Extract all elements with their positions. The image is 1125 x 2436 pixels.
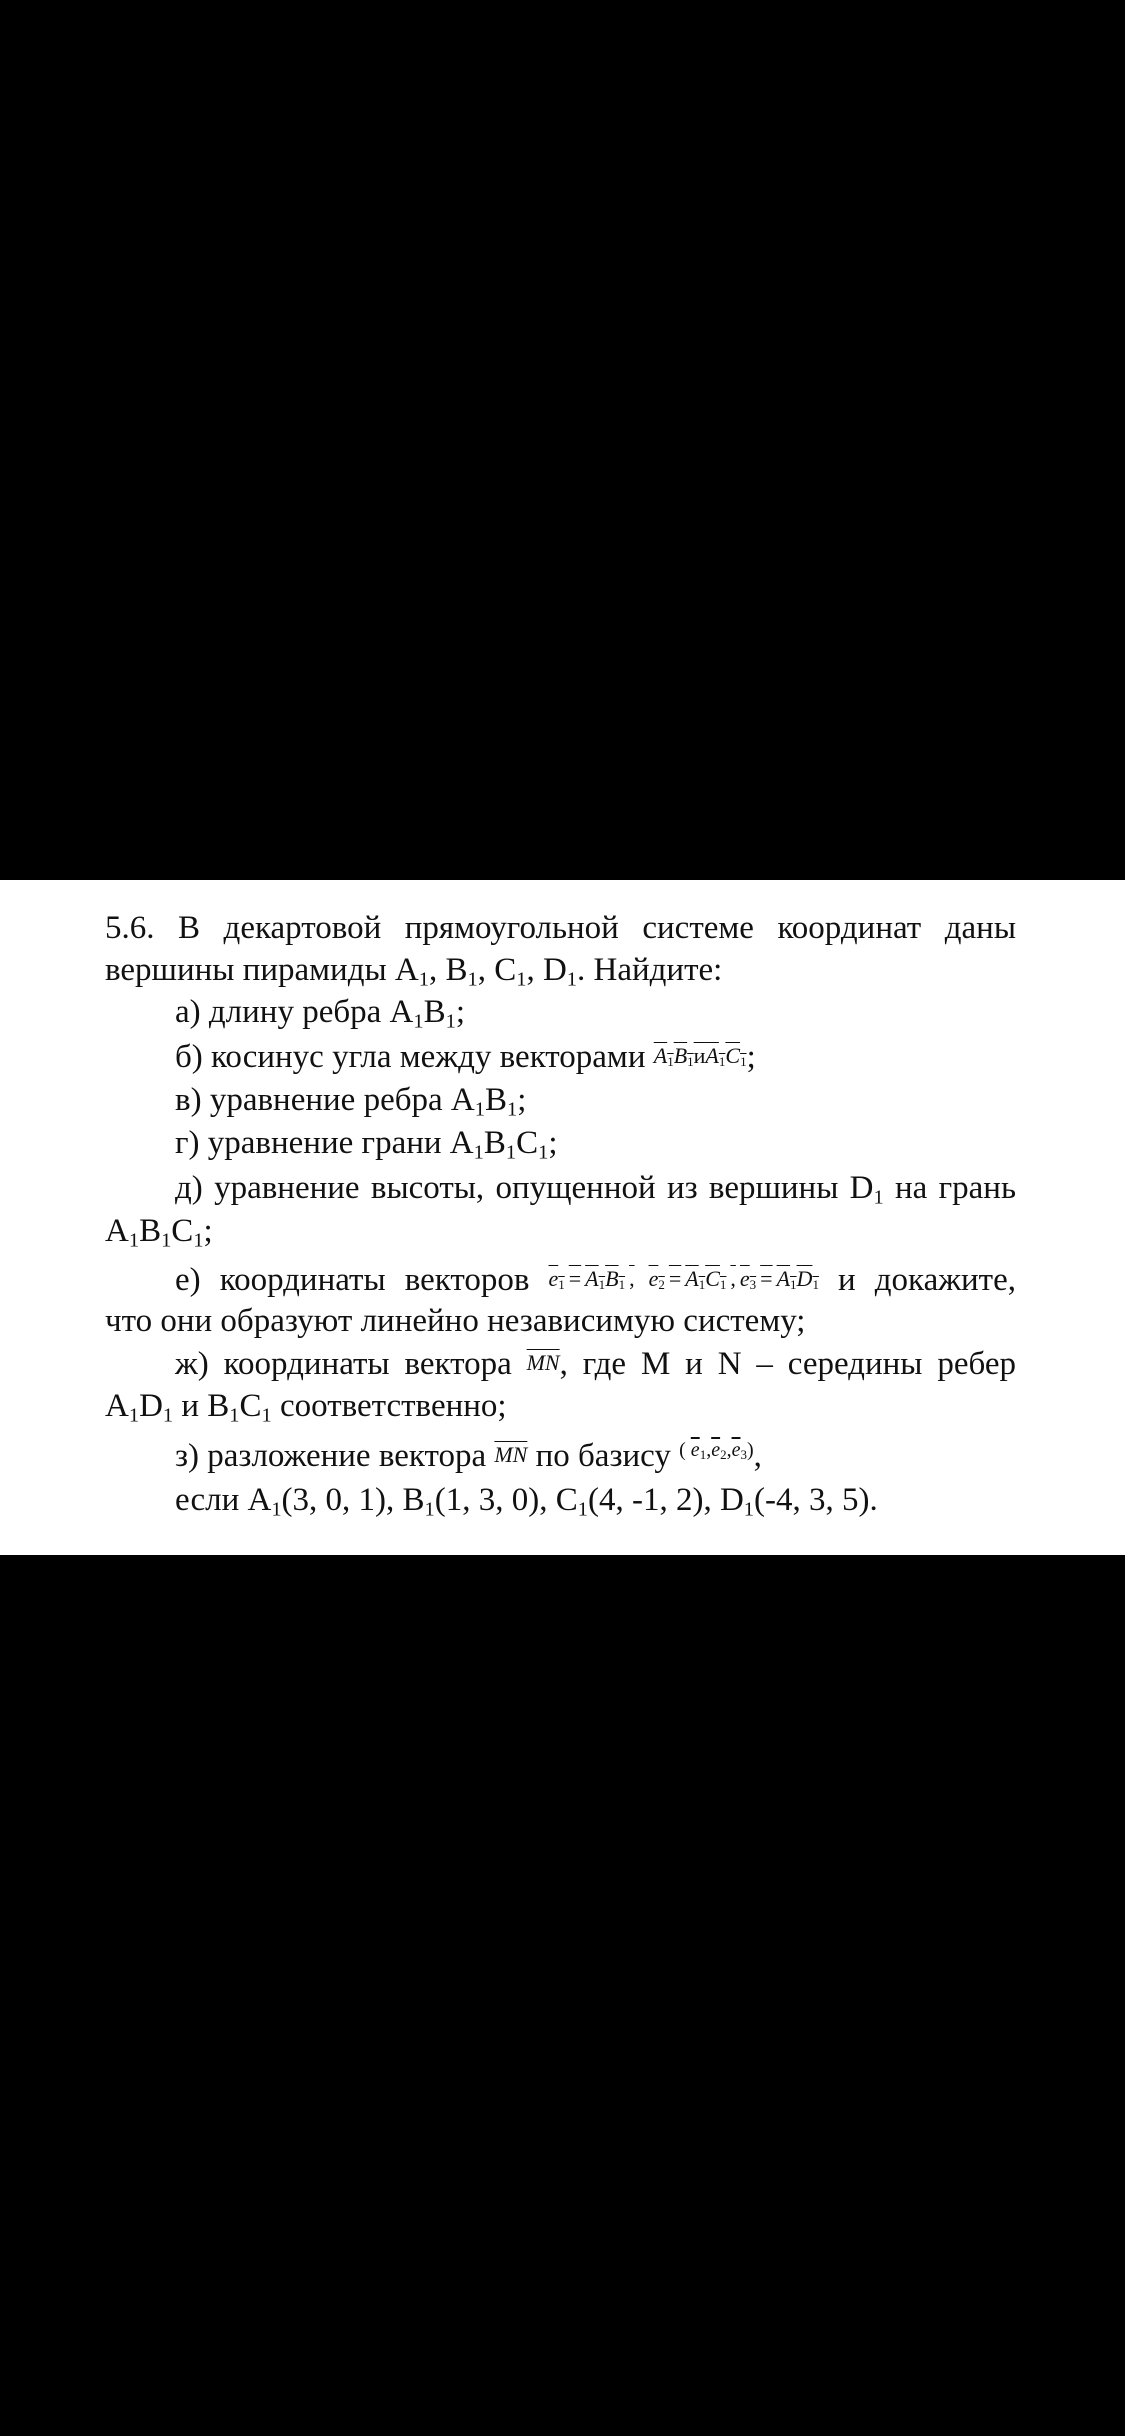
item-d: г) уравнение грани $A_1B_1C_1$;	[175, 1125, 558, 1164]
vector-mn-formula: $\overline{MN}$	[526, 1350, 560, 1375]
item-g-line1: ж) координаты вектора $\overline{MN}$, где M и N – середины ребер	[175, 1346, 1016, 1382]
problem-intro-line2: вершины пирамиды $A_1$, $B_1$, $C_1$, $D_1$. Найдите:	[105, 952, 723, 991]
problem-intro-line1: 5.6. В декартовой прямоугольной системе координат даны	[105, 910, 1016, 946]
given-coordinates: если $A_1(3$, 0, 1), $B_1(1$, 3, 0), $C_1(4$, -1, 2), $D_1(-4$, 3, 5).	[175, 1482, 878, 1521]
vector-mn-formula-2: $\overline{MN}$	[494, 1442, 528, 1467]
item-b: б) косинус угла между векторами A1B1иA1C1;	[175, 1039, 756, 1075]
document-page	[0, 880, 1125, 1555]
vector-a1b1-and-a1c1-formula: A1B1иA1C1	[653, 1043, 747, 1069]
item-h: з) разложение вектора $\overline{MN}$ по базису ( $\overline{e}1,\overline{e}2,\overline{e}3$),	[175, 1438, 762, 1474]
item-c: в) уравнение ребра $A_1B_1$;	[175, 1082, 527, 1121]
item-e-line2: $A_1B_1C_1$;	[105, 1213, 213, 1252]
basis-triple-formula: ( $\overline{e}1,\overline{e}2,\overline{e}3$)	[679, 1439, 754, 1462]
item-e-line1: д) уравнение высоты, опущенной из вершины $D_1$ на грань	[175, 1170, 1017, 1209]
item-a: а) длину ребра $A_1B_1$;	[175, 994, 466, 1033]
item-f-line1: е) координаты векторов e1 = A1B1 , e2 = A1C1 , e3 = A1D1 и докажите,	[175, 1262, 1016, 1298]
item-f-line2: что они образуют линейно независимую систему;	[105, 1303, 806, 1339]
item-g-line2: $A_1D_1$ и $B_1C_1$ соответственно;	[105, 1388, 507, 1427]
basis-vectors-definition-formula: e1 = A1B1 , e2 = A1C1 , e3 = A1D1	[548, 1266, 819, 1292]
